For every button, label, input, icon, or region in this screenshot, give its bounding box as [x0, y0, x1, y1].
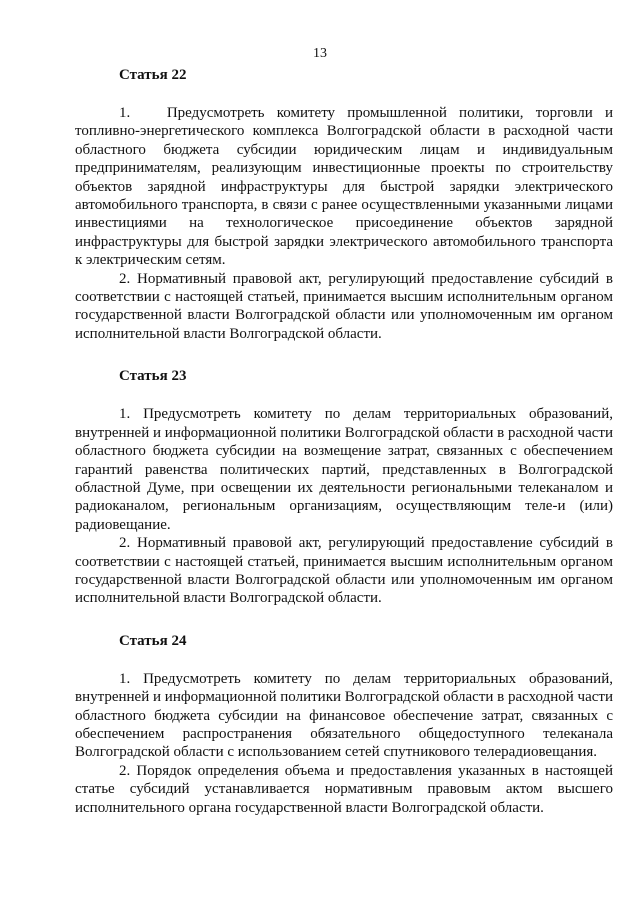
document-body [75, 66, 613, 817]
article-24 [75, 632, 613, 817]
article-heading: Статья 24 [119, 632, 187, 649]
article-paragraph: 1. Предусмотреть комитету по делам территориальных образований, внутренней и информационной политики Волгоградской области в расходной части областного бюджета субсидии на финансовое обеспечение затрат, связанных с обеспечением распространения обязательного общедоступного телеканала Волгоградской области с использованием сетей спутникового телерадиовещания. [75, 670, 613, 761]
article-paragraph: 2. Нормативный правовой акт, регулирующий предоставление субсидий в соответствии с настоящей статьей, принимается высшим исполнительным органом государственной власти Волгоградской области или уполномоченным им органом исполнительной власти Волгоградской области. [75, 535, 613, 607]
article-paragraph: 2. Нормативный правовой акт, регулирующий предоставление субсидий в соответствии с настоящей статьей, принимается высшим исполнительным органом государственной власти Волгоградской области или уполномоченным им органом исполнительной власти Волгоградской области. [75, 270, 613, 342]
article-23 [75, 367, 613, 607]
article-22 [75, 66, 613, 343]
page-number: 13 [313, 46, 327, 61]
article-heading: Статья 23 [119, 368, 187, 385]
article-paragraph: 1. Предусмотреть комитету по делам территориальных образований, внутренней и информационной политики Волгоградской области в расходной части областного бюджета субсидии на возмещение затрат, связанных с обеспечением гарантий равенства политических партий, представленных в Волгоградской областной Думе, при освещении их деятельности региональными телеканалом и радиоканалом, региональным организациям, осуществляющим теле-и (или) радиовещание. [75, 406, 613, 533]
article-heading: Статья 22 [119, 67, 187, 83]
article-paragraph: 2. Порядок определения объема и предоставления указанных в настоящей статье субсидий устанавливается нормативным правовым актом высшего исполнительного органа государственной власти Волгоградской области. [75, 762, 613, 816]
article-paragraph: 1. Предусмотреть комитету промышленной политики, торговли и топливно-энергетического комплекса Волгоградской области в расходной части областного бюджета субсидии юридическим лицам и индивидуальным предпринимателям, реализующим инвестиционные проекты по строительству объектов зарядной инфраструктуры для быстрой зарядки электрического автомобильного транспорта, в связи с ранее осуществленными указанными лицами инвестициями на технологическое присоединение объектов зарядной инфраструктуры для быстрой зарядки электрического автомобильного транспорта к электрическим сетям. [75, 105, 613, 269]
